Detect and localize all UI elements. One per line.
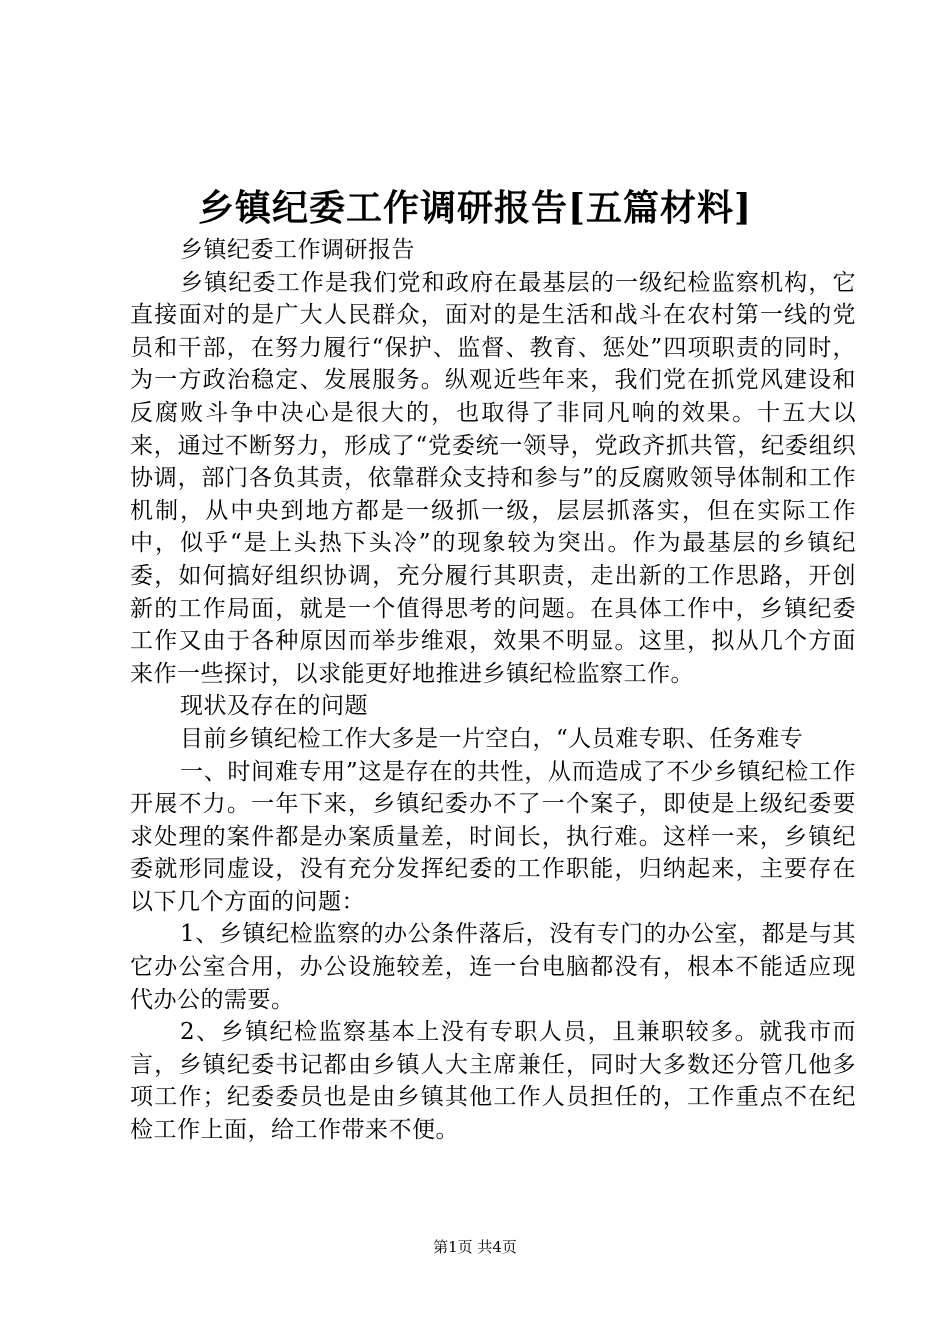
page-number: 第1页 共4页 — [433, 1238, 517, 1256]
paragraph-intro: 乡镇纪委工作是我们党和政府在最基层的一级纪检监察机构，它直接面对的是广大人民群众，面对的是生活和战斗在农村第一线的党员和干部，在努力履行“保护、监督、教育、惩处”四项职责的同时，为一方政治稳定、发展服务。纵观近些年来，我们党在抓党风建设和反腐败斗争中决心是很大的，也取得了非同凡响的效果。十五大以来，通过不断努力，形成了“党委统一领导，党政齐抓共管，纪委组织协调，部门各负其责，依靠群众支持和参与”的反腐败领导体制和工作机制，从中央到地方都是一级抓一级，层层抓落实，但在实际工作中，似乎“是上头热下头冷”的现象较为突出。作为最基层的乡镇纪委，如何搞好组织协调，充分履行其职责，走出新的工作思路，开创新的工作局面，就是一个值得思考的问题。在具体工作中，乡镇纪委工作又由于各种原因而举步维艰，效果不明显。这里，拟从几个方面来作一些探讨，以求能更好地推进乡镇纪检监察工作。 — [130, 269, 856, 687]
paragraph-subtitle: 乡镇纪委工作调研报告 — [180, 237, 415, 263]
paragraph-item-2: 2、乡镇纪检监察基本上没有专职人员，且兼职较多。就我市而言，乡镇纪委书记都由乡镇人大主席兼任，同时大多数还分管几他多项工作；纪委委员也是由乡镇其他工作人员担任的，工作重点不在纪检工作上面，给工作带来不便。 — [130, 1019, 856, 1144]
section-heading: 现状及存在的问题 — [180, 693, 368, 720]
paragraph-status: 目前乡镇纪检工作大多是一片空白，“人员难专职、任务难专 — [180, 725, 804, 752]
paragraph-point-one: 一、时间难专用”这是存在的共性，从而造成了不少乡镇纪检工作开展不力。一年下来，乡镇纪委办不了一个案子，即使是上级纪委要求处理的案件都是办案质量差，时间长，执行难。这样一来，乡镇纪委就形同虚设，没有充分发挥纪委的工作职能，归纳起来，主要存在以下几个方面的问题： — [130, 758, 856, 915]
document-body — [130, 234, 856, 1147]
document-title: 乡镇纪委工作调研报告[五篇材料] — [197, 187, 753, 229]
paragraph-item-1: 1、乡镇纪检监察的办公条件落后，没有专门的办公室，都是与其它办公室合用，办公设施较差，连一台电脑都没有，根本不能适应现代办公的需要。 — [130, 921, 856, 1013]
